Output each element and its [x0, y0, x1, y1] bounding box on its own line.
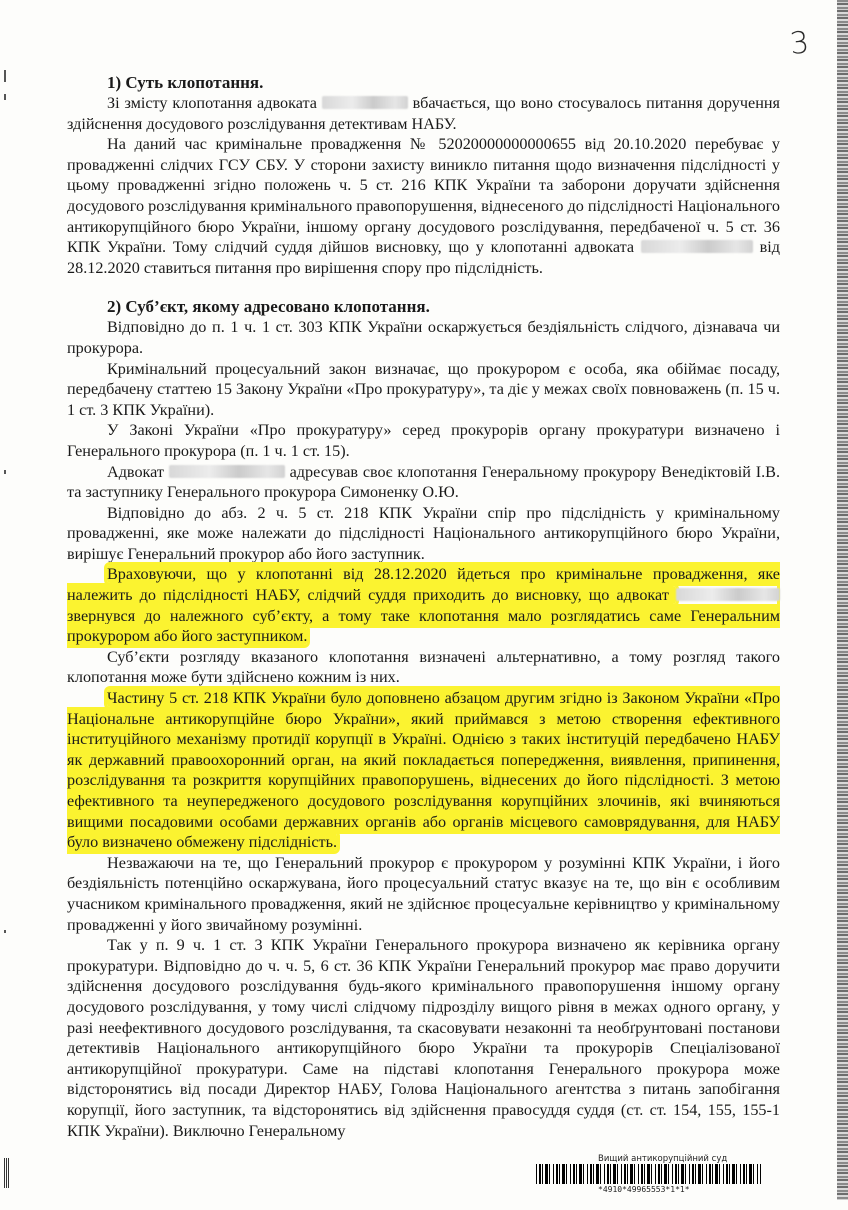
text-segment: На даний час кримінальне провадження № 52020000000000655 від 20.10.2020 перебуває у провадженні слідчих ГСУ СБУ. У сторони захисту виникло питання щодо визначення підслідності у цьому провадженні згідно положень ч. 5 ст. 216 КПК України та заборони доручати здійснення досудового розслідування кримінального правопорушення, віднесеного до підслідності Національного антикорупційного бюро України, іншому органу досудового розслідування, передбаченої ч. 5 ст. 36 КПК України. Тому слідчий суддя дійшов висновку, що у клопотанні адвоката: [67, 135, 780, 257]
text-segment: Суб’єкти розгляду вказаного клопотання визначені альтернативно, а тому розгляд такого клопотання може бути здійснено кожним із них.: [67, 647, 780, 687]
page-number: 3: [788, 25, 811, 62]
highlighted-text: Враховуючи, що у клопотанні від 28.12.2020 йдеться про кримінальне провадження, яке належить до підслідності НАБУ, слідчий суддя приходить до висновку, що адвокат: [67, 565, 780, 605]
paragraph: [67, 688, 780, 853]
scan-right-edge: [837, 0, 848, 1200]
text-segment: від 28.12.2020 ставиться питання про вирішення спору про підслідність.: [67, 238, 780, 277]
redacted-name: [322, 96, 408, 109]
text-segment: Незважаючи на те, що Генеральний прокурор є прокурором у розумінні КПК України, і його бездіяльність потенційно оскаржувана, його процесуальний статус вказує на те, що він є особливим учасником кримінального провадження, який не здійснює процесуальне керівництво у кримінальному провадженні у його звичайному розумінні.: [67, 853, 780, 934]
barcode-number: *4910*49965553*1*1*: [598, 1185, 690, 1194]
barcode: [536, 1164, 761, 1184]
paragraph: [67, 503, 780, 565]
text-segment: вбачається, що воно стосувалось питання доручення здійснення досудового розслідування детективам НАБУ.: [67, 94, 780, 133]
paragraph: [67, 647, 780, 688]
highlighted-text: Частину 5 ст. 218 КПК України було доповнено абзацом другим згідно із Законом України «Про Національне антикорупційне бюро України», який приймався з метою створення ефективного інституційного механізму протидії корупції в Україні. Однією з таких інституцій передбачено НАБУ як державний правоохоронний орган, на який покладається попередження, виявлення, припинення, розслідування та розкриття корупційних правопорушень, віднесених до його підслідності. З метою ефективного та неупередженого досудового розслідування корупційних злочинів, які вчиняються вищими посадовими особами державних органів або органів місцевого самоврядування, для НАБУ було визначено обмежену підслідність.: [67, 689, 780, 852]
highlighted-text: звернувся до належного суб’єкту, а тому таке клопотання мало розглядатись саме Генеральним прокурором або його заступником.: [67, 606, 780, 646]
paragraph: [67, 462, 780, 503]
paragraph: [67, 359, 780, 421]
text-segment: У Законі України «Про прокуратуру» серед прокурорів органу прокуратури визначено і Генерального прокурора (п. 1 ч. 1 ст. 15).: [67, 421, 780, 460]
redacted-name: [676, 588, 780, 601]
redacted-name: [169, 465, 285, 478]
text-segment: Адвокат: [107, 462, 169, 481]
text-segment: Зі змісту клопотання адвоката: [107, 94, 322, 112]
paragraph: [67, 420, 780, 461]
text-segment: Відповідно до п. 1 ч. 1 ст. 303 КПК України оскаржується бездіяльність слідчого, дізнавача чи прокурора.: [67, 318, 780, 357]
text-segment: Відповідно до абз. 2 ч. 5 ст. 218 КПК України спір про підслідність у кримінальному провадженні, яке може належати до підслідності Національного антикорупційного бюро України, вирішує Генеральний прокурор або його заступник.: [67, 503, 780, 563]
paragraph: [67, 317, 780, 358]
court-stamp-text: Вищий антикорупційний суд: [598, 1154, 728, 1164]
scan-binding-marks: [4, 1158, 10, 1188]
text-segment: адресував своє клопотання Генеральному прокурору Венедіктовій І.В. та заступнику Генерального прокурора Симоненку О.Ю.: [67, 462, 780, 502]
paragraph: [67, 134, 780, 278]
scan-left-marks: [4, 70, 8, 1210]
text-segment: Так у п. 9 ч. 1 ст. 3 КПК України Генерального прокурора визначено як керівника органу прокуратури. Відповідно до ч. ч. 5, 6 ст. 36 КПК України Генеральний прокурор має право доручити здійснення досудового розслідування будь-якого кримінального правопорушення іншому органу досудового розслідування, у тому числі слідчому підрозділу вищого рівня в межах одного органу, у разі неефективного досудового розслідування, та скасовувати незаконні та необґрунтовані постанови детективів Національного антикорупційного бюро України та прокурорів Спеціалізованої антикорупційної прокуратури. Саме на підставі клопотання Генерального прокурора може відсторонятись від посади Директор НАБУ, Голова Національного агентства з питань запобігання корупції, його заступник, та відсторонятись від здійснення правосуддя суддя (ст. ст. 154, 155, 155-1 КПК України). Виключно Генеральному: [67, 936, 780, 1140]
paragraph: [67, 935, 780, 1141]
paragraph: [67, 853, 780, 935]
document-body: [67, 72, 780, 1141]
section-title: 2) Суб’єкт, якому адресовано клопотання.: [107, 297, 430, 317]
section-title: 1) Суть клопотання.: [107, 73, 264, 92]
paragraph: [67, 564, 780, 646]
text-segment: Кримінальний процесуальний закон визначає, що прокурором є особа, яка обіймає посаду, передбачену статтею 15 Закону України «Про прокуратуру», та діє у межах своїх повноважень (п. 15 ч. 1 ст. 3 КПК України).: [67, 359, 780, 419]
redacted-name: [641, 240, 753, 253]
paragraph: [67, 93, 780, 134]
